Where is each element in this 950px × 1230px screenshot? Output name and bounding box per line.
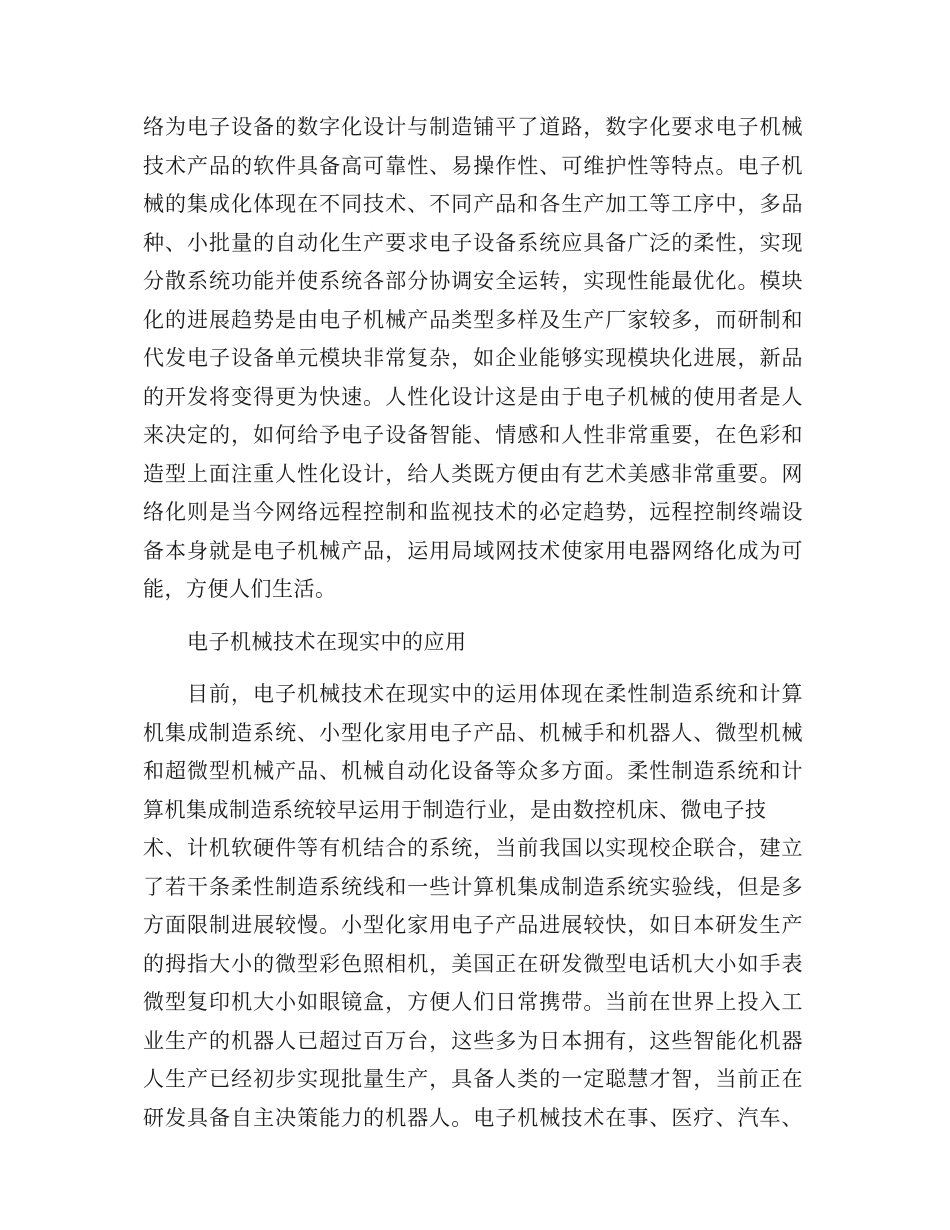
section-heading: 电子机械技术在现实中的应用 — [187, 629, 467, 654]
paragraph-line: 来决定的，如何给予电子设备智能、情感和人性非常重要，在色彩和 — [143, 423, 803, 447]
paragraph-line: 造型上面注重人性化设计，给人类既方便由有艺术美感非常重要。网 — [143, 461, 803, 486]
paragraph-line: 代发电子设备单元模块非常复杂，如企业能够实现模块化进展，新品 — [143, 346, 803, 370]
paragraph-line: 方面限制进展较慢。小型化家用电子产品进展较快，如日本研发生产 — [143, 913, 803, 937]
paragraph-line: 了若干条柔性制造系统线和一些计算机集成制造系统实验线，但是多 — [143, 874, 803, 899]
document-page — [143, 108, 803, 1137]
paragraph-line: 络为电子设备的数字化设计与制造铺平了道路，数字化要求电子机械 — [143, 115, 803, 139]
paragraph-line: 的开发将变得更为快速。人性化设计这是由于电子机械的使用者是人 — [143, 384, 803, 409]
paragraph-line: 络化则是当今网络远程控制和监视技术的必定趋势，远程控制终端设 — [143, 500, 803, 524]
paragraph-line: 备本身就是电子机械产品，运用局域网技术使家用电器网络化成为可 — [143, 538, 803, 563]
paragraph-line: 分散系统功能并使系统各部分协调安全运转，实现性能最优化。模块 — [143, 269, 803, 293]
paragraph-2 — [143, 675, 803, 1137]
paragraph-line: 算机集成制造系统较早运用于制造行业，是由数控机床、微电子技 — [143, 797, 767, 822]
paragraph-line: 微型复印机大小如眼镜盒，方便人们日常携带。当前在世界上投入工 — [143, 990, 803, 1014]
paragraph-line: 技术产品的软件具备高可靠性、易操作性、可维护性等特点。电子机 — [143, 153, 803, 178]
paragraph-line: 种、小批量的自动化生产要求电子设备系统应具备广泛的柔性，实现 — [143, 230, 803, 255]
paragraph-line: 术、计机软硬件等有机结合的系统，当前我国以实现校企联合，建立 — [143, 836, 803, 860]
paragraph-line: 人生产已经初步实现批量生产，具备人类的一定聪慧才智，当前正在 — [143, 1067, 803, 1091]
paragraph-1 — [143, 108, 803, 609]
paragraph-line: 和超微型机械产品、机械自动化设备等众多方面。柔性制造系统和计 — [143, 759, 803, 783]
paragraph-line: 研发具备自主决策能力的机器人。电子机械技术在事、医疗、汽车、 — [143, 1105, 803, 1130]
paragraph-line: 械的集成化体现在不同技术、不同产品和各生产加工等工序中，多品 — [143, 192, 803, 216]
paragraph-line: 业生产的机器人已超过百万台，这些多为日本拥有，这些智能化机器 — [143, 1028, 803, 1053]
paragraph-line: 能，方便人们生活。 — [143, 577, 337, 601]
paragraph-line: 化的进展趋势是由电子机械产品类型多样及生产厂家较多，而研制和 — [143, 307, 803, 332]
paragraph-line: 的拇指大小的微型彩色照相机，美国正在研发微型电话机大小如手表 — [143, 951, 803, 976]
paragraph-line: 机集成制造系统、小型化家用电子产品、机械手和机器人、微型机械 — [143, 720, 803, 745]
paragraph-line: 目前，电子机械技术在现实中的运用体现在柔性制造系统和计算 — [187, 682, 803, 706]
